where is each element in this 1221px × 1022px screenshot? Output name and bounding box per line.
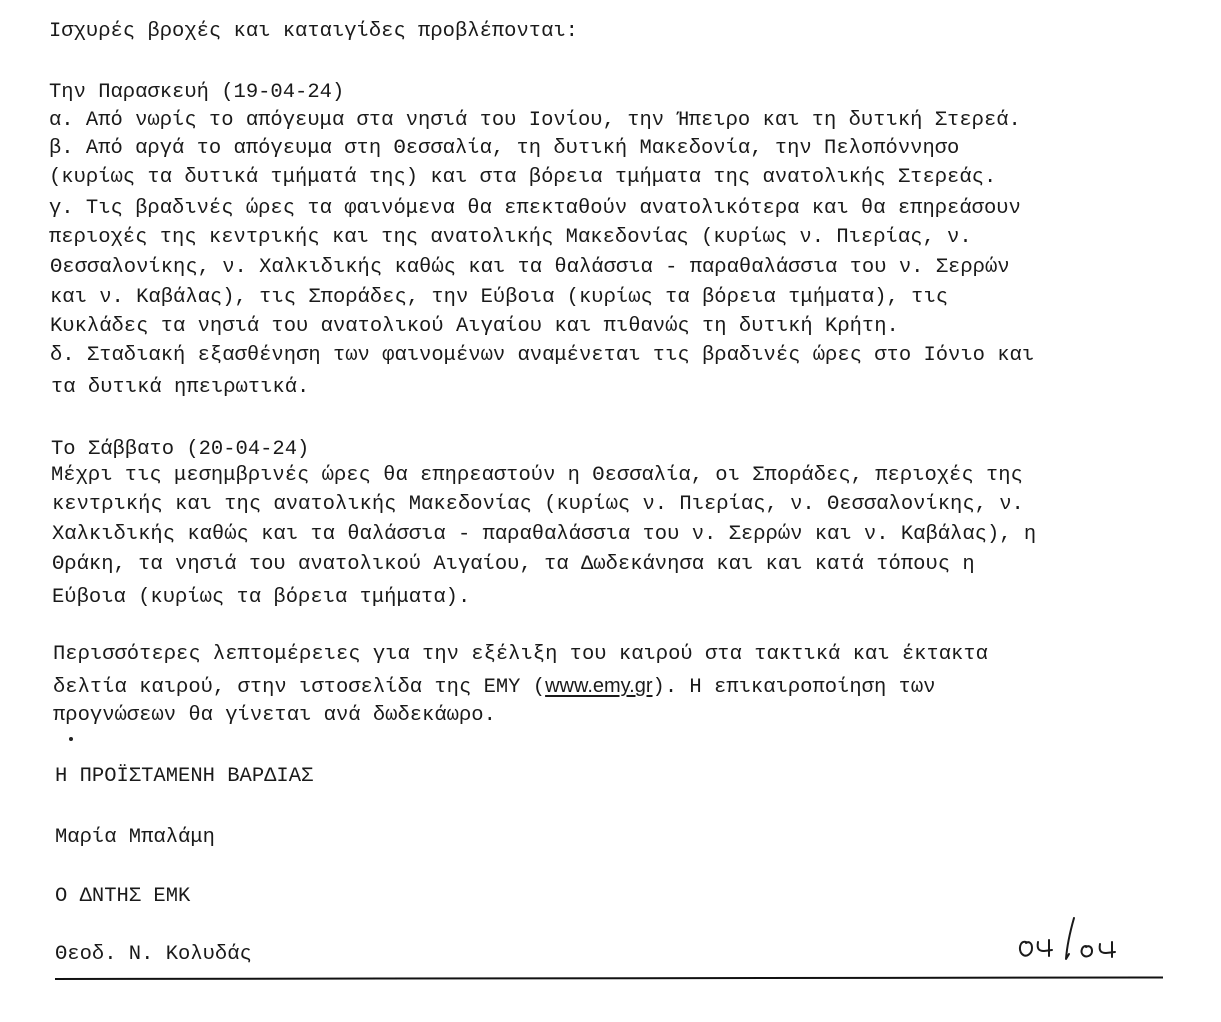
friday-line: Κυκλάδες τα νησιά του ανατολικού Αιγαίου και πιθανώς τη δυτική Κρήτη. — [50, 315, 899, 338]
friday-line: τα δυτικά ηπειρωτικά. — [51, 376, 310, 399]
friday-line: και ν. Καβάλας), τις Σποράδες, την Εύβοια (κυρίως τα βόρεια τμήματα), τις — [50, 286, 949, 309]
scan-speck — [69, 737, 73, 741]
more-info-text: δελτία καιρού, στην ιστοσελίδα της ΕΜΥ ( — [53, 676, 546, 699]
saturday-line: Θράκη, τα νησιά του ανατολικού Αιγαίου, τα Δωδεκάνησα και και κατά τόπους η — [52, 553, 975, 576]
director-title: Ο ΔΝΤΗΣ ΕΜΚ — [55, 885, 191, 908]
saturday-line: Μέχρι τις μεσημβρινές ώρες θα επηρεαστούν η Θεσσαλία, οι Σποράδες, περιοχές της — [51, 464, 1023, 487]
handwritten-page-number — [1012, 912, 1142, 972]
saturday-heading: Το Σάββατο (20-04-24) — [51, 438, 310, 461]
shift-supervisor-name: Μαρία Μπαλάμη — [55, 826, 215, 849]
director-name: Θεοδ. Ν. Κολυδάς — [55, 943, 252, 966]
saturday-line: κεντρικής και της ανατολικής Μακεδονίας (κυρίως ν. Πιερίας, ν. Θεσσαλονίκης, ν. — [52, 493, 1024, 516]
more-info-line: προγνώσεων θα γίνεται ανά δωδεκάωρο. — [53, 704, 496, 727]
friday-line: γ. Τις βραδινές ώρες τα φαινόμενα θα επεκταθούν ανατολικότερα και θα επηρεάσουν — [49, 197, 1021, 220]
shift-supervisor-title: Η ΠΡΟΪΣΤΑΜΕΝΗ ΒΑΡΔΙΑΣ — [55, 765, 314, 788]
emy-website-link[interactable]: www.emy.gr — [545, 675, 653, 697]
friday-line: β. Από αργά το απόγευμα στη Θεσσαλία, τη δυτική Μακεδονία, την Πελοπόννησο — [49, 137, 960, 160]
saturday-line: Εύβοια (κυρίως τα βόρεια τμήματα). — [52, 586, 471, 609]
friday-line: Θεσσαλονίκης, ν. Χαλκιδικής καθώς και τα θαλάσσια - παραθαλάσσια του ν. Σερρών — [50, 256, 1010, 279]
saturday-line: Χαλκιδικής καθώς και τα θαλάσσια - παραθαλάσσια του ν. Σερρών και ν. Καβάλας), η — [52, 523, 1037, 546]
friday-line: δ. Σταδιακή εξασθένηση των φαινομένων αναμένεται τις βραδινές ώρες στο Ιόνιο και — [50, 344, 1035, 367]
bottom-rule — [55, 976, 1163, 980]
friday-line: α. Από νωρίς το απόγευμα στα νησιά του Ιονίου, την Ήπειρο και τη δυτική Στερεά. — [49, 109, 1021, 132]
more-info-line: Περισσότερες λεπτομέρειες για την εξέλιξη του καιρού στα τακτικά και έκτακτα — [53, 643, 988, 666]
friday-heading: Την Παρασκευή (19-04-24) — [49, 81, 345, 104]
more-info-text: ). Η επικαιροποίηση των — [652, 676, 936, 699]
friday-line: περιοχές της κεντρικής και της ανατολικής Μακεδονίας (κυρίως ν. Πιερίας, ν. — [49, 226, 972, 249]
friday-line: (κυρίως τα δυτικά τμήματά της) και στα βόρεια τμήματα της ανατολικής Στερεάς. — [49, 166, 997, 189]
intro-heading: Ισχυρές βροχές και καταιγίδες προβλέπονται: — [49, 20, 578, 43]
more-info-line — [53, 674, 935, 700]
